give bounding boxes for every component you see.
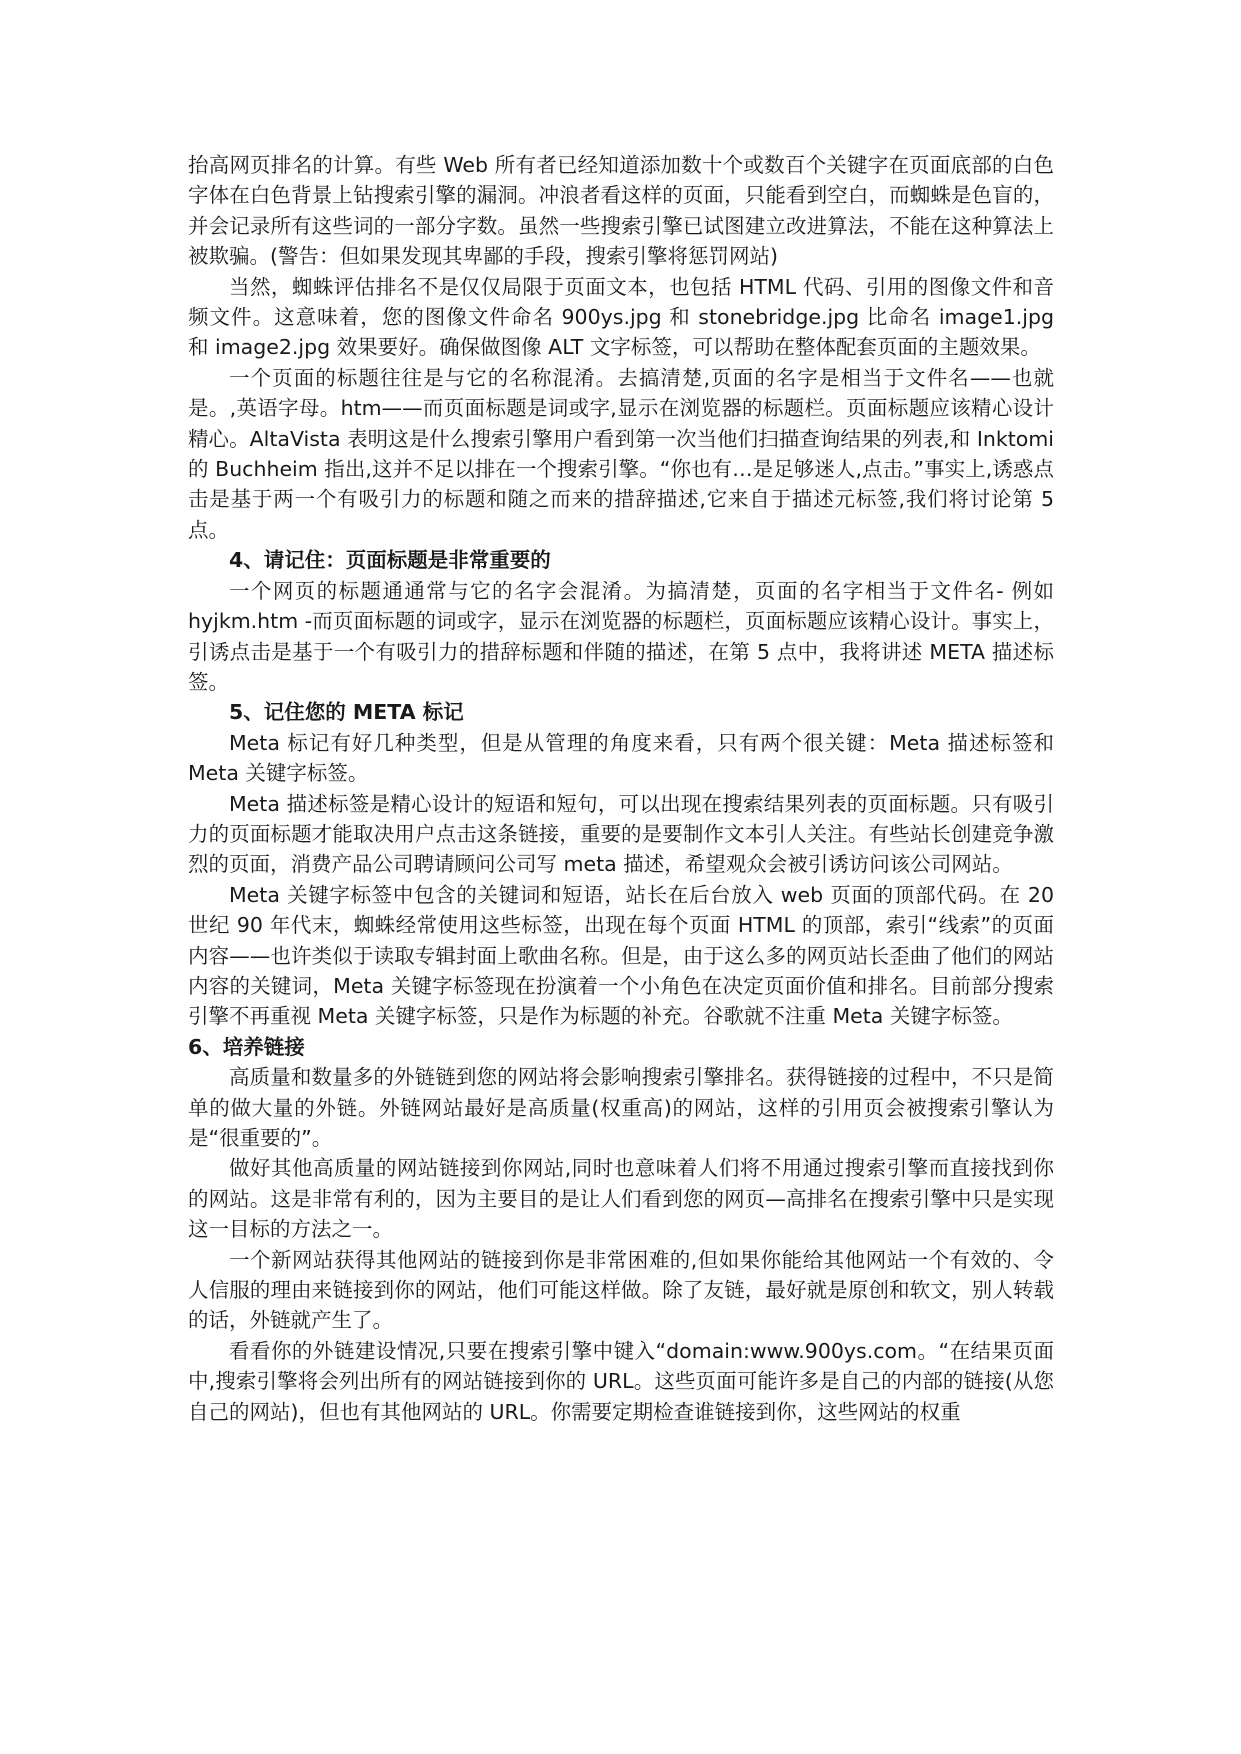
heading-section-5: 5、记住您的 META 标记	[229, 700, 464, 725]
paragraph-new-site-links: 一个新网站获得其他网站的链接到你是非常困难的,但如果你能给其他网站一个有效的、令人信服的理由来链接到你的网站，他们可能这样做。除了友链，最好就是原创和软文，别人转载的话，外链就产生了。	[188, 1247, 1054, 1333]
heading-section-4: 4、请记住：页面标题是非常重要的	[229, 548, 551, 573]
paragraph-page-title-important: 一个网页的标题通通常与它的名字会混淆。为搞清楚，页面的名字相当于文件名- 例如 hyjkm.htm -而页面标题的词或字，显示在浏览器的标题栏，页面标题应该精心设计。事实上，引诱点击是基于一个有吸引力的措辞标题和伴随的描述，在第 5 点中，我将讲述 META 描述标签。	[188, 578, 1054, 694]
document-page	[188, 150, 1054, 1427]
paragraph-backlinks-direct-traffic: 做好其他高质量的网站链接到你网站,同时也意味着人们将不用通过搜索引擎而直接找到你的网站。这是非常有利的，因为主要目的是让人们看到您的网页—高排名在搜索引擎中只是实现这一目标的方法之一。	[188, 1156, 1054, 1242]
paragraph-check-backlinks: 看看你的外链建设情况,只要在搜索引擎中键入“domain:www.900ys.com。“在结果页面中,搜索引擎将会列出所有的网站链接到你的 URL。这些页面可能许多是自己的内部的链接(从您自己的网站)，但也有其他网站的 URL。你需要定期检查谁链接到你，这些网站的权重	[188, 1338, 1054, 1424]
paragraph-meta-keywords: Meta 关键字标签中包含的关键词和短语，站长在后台放入 web 页面的顶部代码。在 20 世纪 90 年代末，蜘蛛经常使用这些标签，出现在每个页面 HTML 的顶部，索引“线索”的页面内容——也许类似于读取专辑封面上歌曲名称。但是，由于这么多的网页站长歪曲了他们的网站内容的关键词，Meta 关键字标签现在扮演着一个小角色在决定页面价值和排名。目前部分搜索引擎不再重视 Meta 关键字标签，只是作为标题的补充。谷歌就不注重 Meta 关键字标签。	[188, 882, 1054, 1029]
paragraph-spider-evaluation: 当然，蜘蛛评估排名不是仅仅局限于页面文本，也包括 HTML 代码、引用的图像文件和音频文件。这意味着，您的图像文件命名 900ys.jpg 和 stonebridge.jpg 比命名 image1.jpg 和 image2.jpg 效果要好。确保做图像 ALT 文字标签，可以帮助在整体配套页面的主题效果。	[188, 274, 1054, 360]
heading-section-6: 6、培养链接	[188, 1034, 305, 1059]
paragraph-meta-types: Meta 标记有好几种类型，但是从管理的角度来看，只有两个很关键：Meta 描述标签和 Meta 关键字标签。	[188, 730, 1054, 786]
paragraph-backlinks-quality: 高质量和数量多的外链链到您的网站将会影响搜索引擎排名。获得链接的过程中，不只是简单的做大量的外链。外链网站最好是高质量(权重高)的网站，这样的引用页会被搜索引擎认为是“很重要的”。	[188, 1065, 1054, 1150]
paragraph-page-title-confusion: 一个页面的标题往往是与它的名称混淆。去搞清楚,页面的名字是相当于文件名——也就是。,英语字母。htm——而页面标题是词或字,显示在浏览器的标题栏。页面标题应该精心设计精心。AltaVista 表明这是什么搜索引擎用户看到第一次当他们扫描查询结果的列表,和 Inktomi 的 Buchheim 指出,这并不足以排在一个搜索引擎。“你也有…是足够迷人,点击。”事实上,诱惑点击是基于两一个有吸引力的标题和随之而来的措辞描述,它来自于描述元标签,我们将讨论第 5 点。	[188, 365, 1054, 542]
paragraph-ranking-hidden-text: 抬高网页排名的计算。有些 Web 所有者已经知道添加数十个或数百个关键字在页面底部的白色字体在白色背景上钻搜索引擎的漏洞。冲浪者看这样的页面，只能看到空白，而蜘蛛是色盲的，并会记录所有这些词的一部分字数。虽然一些搜索引擎已试图建立改进算法，不能在这种算法上被欺骗。(警告：但如果发现其卑鄙的手段，搜索引擎将惩罚网站)	[188, 153, 1054, 269]
paragraph-meta-description: Meta 描述标签是精心设计的短语和短句，可以出现在搜索结果列表的页面标题。只有吸引力的页面标题才能取决用户点击这条链接，重要的是要制作文本引人关注。有些站长创建竞争激烈的页面，消费产品公司聘请顾问公司写 meta 描述，希望观众会被引诱访问该公司网站。	[188, 791, 1054, 877]
